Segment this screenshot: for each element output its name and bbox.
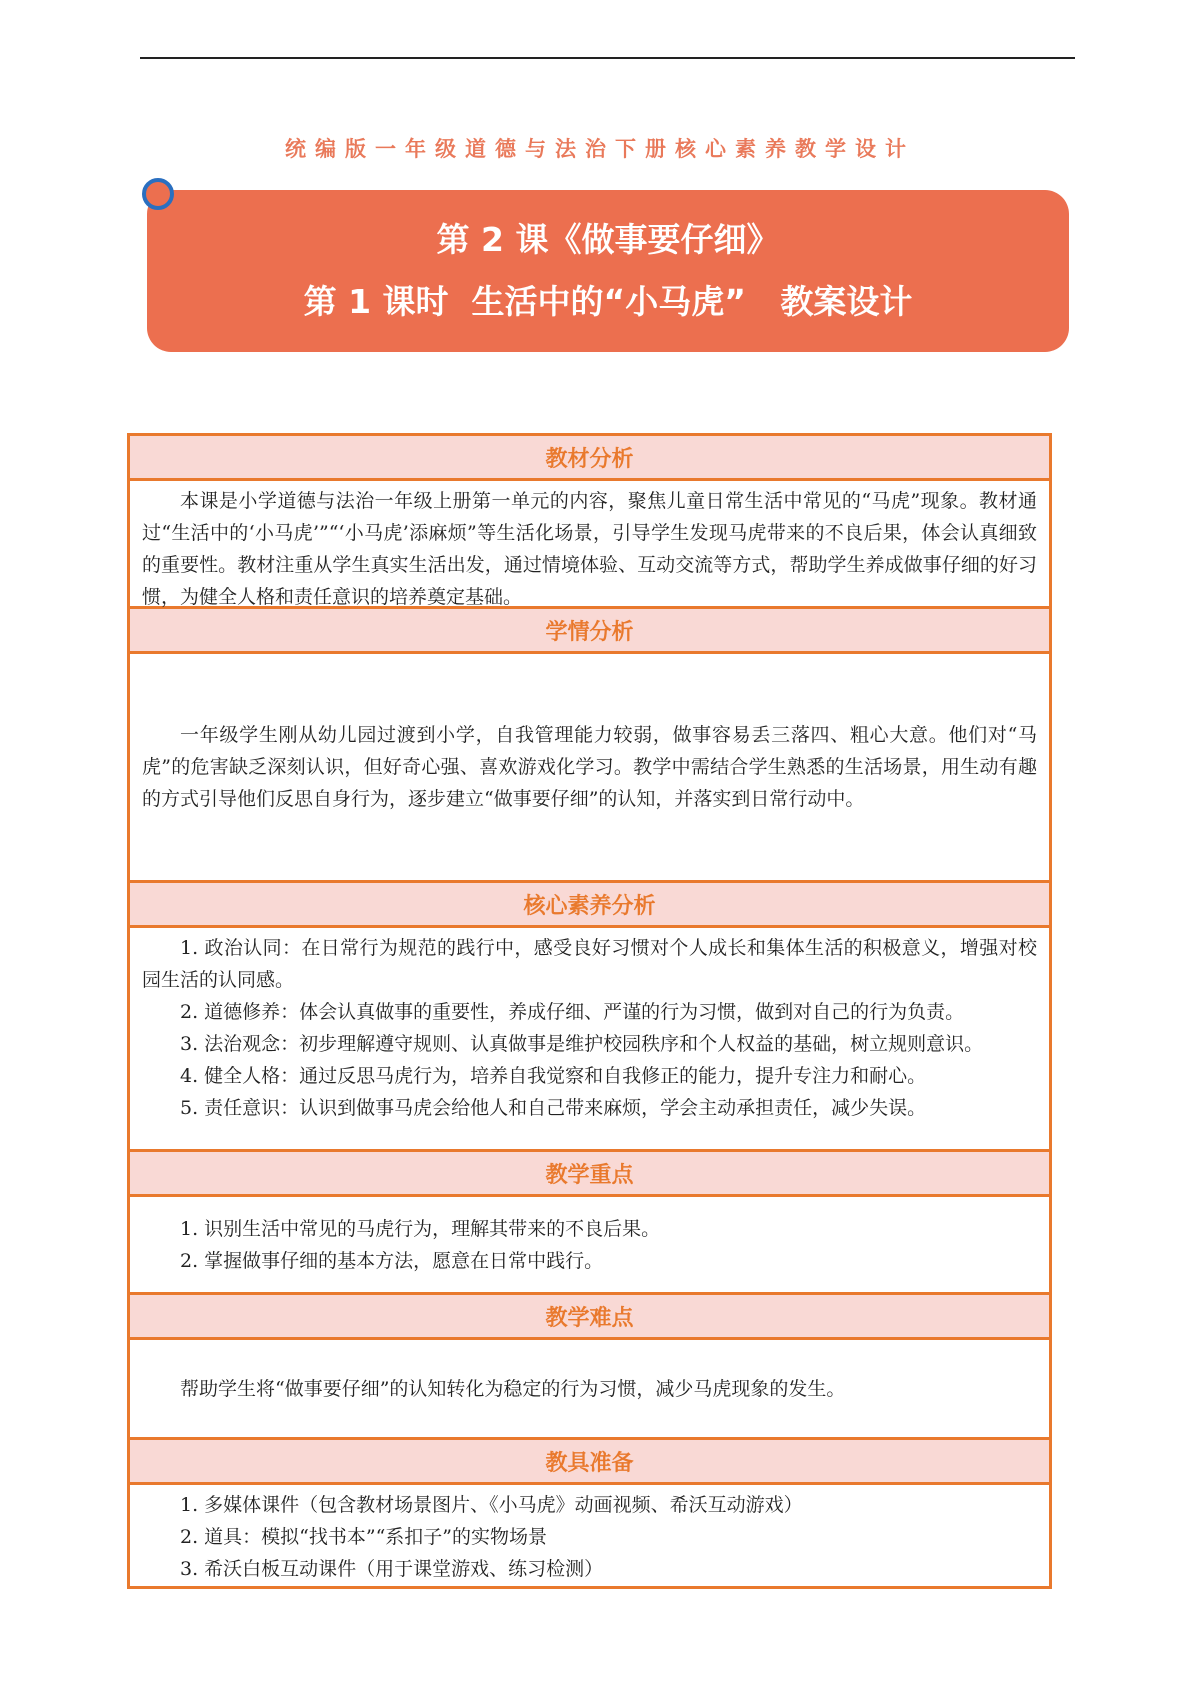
lesson-plan-table (127, 433, 1052, 1589)
paragraph: 帮助学生将“做事要仔细”的认知转化为稳定的行为习惯，减少马虎现象的发生。 (180, 1377, 846, 1400)
list-item: 3. 希沃白板互动课件（用于课堂游戏、练习检测） (180, 1558, 604, 1580)
lesson-title: 第 2 课《做事要仔细》 (436, 220, 780, 259)
paragraph: 本课是小学道德与法治一年级上册第一单元的内容，聚焦儿童日常生活中常见的“马虎”现象。教材通过“生活中的‘小马虎’”“‘小马虎’添麻烦”等生活化场景，引导学生发现马虎带来的不良后果，体会认真细致的重要性。教材注重从学生真实生活出发，通过情境体验、互动交流等方式，帮助学生养成做事仔细的好习惯，为健全人格和责任意识的培养奠定基础。 (142, 490, 1037, 608)
title-banner (147, 190, 1069, 352)
top-rule (140, 57, 1075, 59)
section-body-core-literacy (130, 928, 1049, 1152)
section-heading-materials: 教具准备 (130, 1440, 1049, 1485)
section-body-difficulties (130, 1340, 1049, 1440)
list-item: 2. 道德修养：体会认真做事的重要性，养成仔细、严谨的行为习惯，做到对自己的行为负责。 (180, 1001, 965, 1023)
list-item: 2. 道具：模拟“找书本”“系扣子”的实物场景 (180, 1526, 548, 1548)
list-item: 3. 法治观念：初步理解遵守规则、认真做事是维护校园秩序和个人权益的基础，树立规则意识。 (180, 1033, 984, 1055)
list-item: 2. 掌握做事仔细的基本方法，愿意在日常中践行。 (180, 1249, 604, 1272)
list-item: 1. 识别生活中常见的马虎行为，理解其带来的不良后果。 (180, 1217, 661, 1240)
list-item: 1. 政治认同：在日常行为规范的践行中，感受良好习惯对个人成长和集体生活的积极意义，增强对校园生活的认同感。 (142, 937, 1037, 991)
section-heading-key-points: 教学重点 (130, 1152, 1049, 1197)
list-item: 1. 多媒体课件（包含教材场景图片、《小马虎》动画视频、希沃互动游戏） (180, 1494, 803, 1516)
section-heading-students: 学情分析 (130, 609, 1049, 654)
section-body-materials (130, 1485, 1049, 1589)
section-heading-difficulties: 教学难点 (130, 1295, 1049, 1340)
list-item: 4. 健全人格：通过反思马虎行为，培养自我觉察和自我修正的能力，提升专注力和耐心。 (180, 1065, 927, 1087)
section-heading-core-literacy: 核心素养分析 (130, 883, 1049, 928)
paragraph: 一年级学生刚从幼儿园过渡到小学，自我管理能力较弱，做事容易丢三落四、粗心大意。他们对“马虎”的危害缺乏深刻认识，但好奇心强、喜欢游戏化学习。教学中需结合学生熟悉的生活场景，用生动有趣的方式引导他们反思自身行为，逐步建立“做事要仔细”的认知，并落实到日常行动中。 (142, 724, 1037, 810)
banner-dot-decoration (142, 178, 174, 210)
section-body-students (130, 654, 1049, 883)
section-body-textbook (130, 481, 1049, 609)
list-item: 5. 责任意识：认识到做事马虎会给他人和自己带来麻烦，学会主动承担责任，减少失误。 (180, 1097, 927, 1119)
section-body-key-points (130, 1197, 1049, 1295)
period-title: 第 1 课时 生活中的“小马虎” 教案设计 (303, 282, 913, 321)
series-title: 统编版一年级道德与法治下册核心素养教学设计 (285, 137, 915, 161)
section-heading-textbook: 教材分析 (130, 436, 1049, 481)
